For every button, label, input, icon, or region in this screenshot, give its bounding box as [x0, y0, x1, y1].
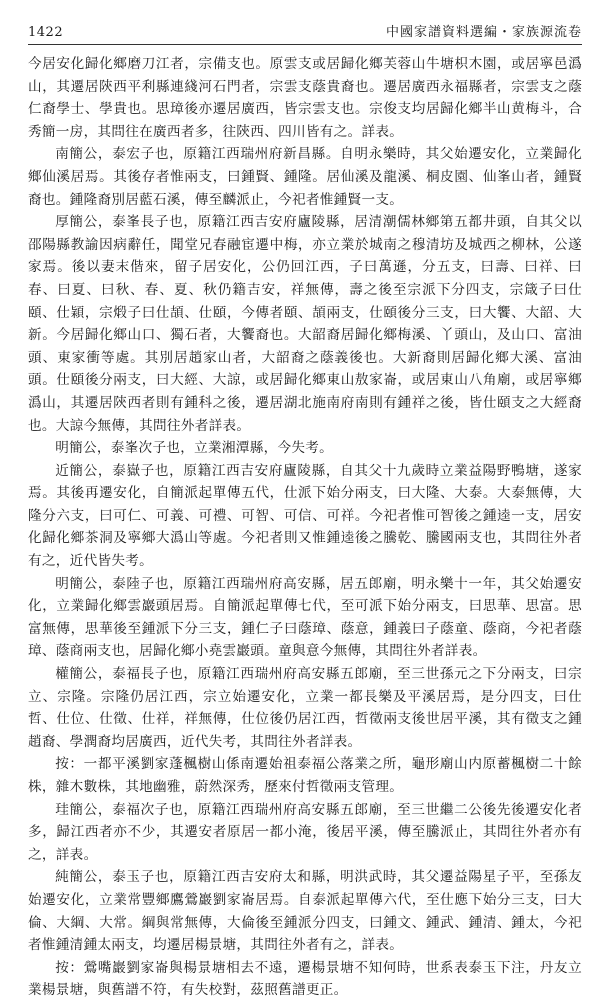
paragraph-continuation: 今居安化歸化鄉磨刀江者，宗備支也。原雲支或居歸化鄉芙蓉山牛塘枳木園，或居寧邑潙山，其遷居陝西平利縣連綫河石門者，宗雲支蔭貴裔也。遷居廣西永福縣者，宗雲支之蔭仁裔學士、學貴也。思璋後亦遷居廣西，皆宗雲支也。宗俊支均居歸化鄉半山黄梅斗，合秀簡一房，其問往在廣西者多，往陝西、四川皆有之。詳表。: [28, 56, 582, 140]
paragraph-ming-jian-2: 明簡公，泰陸子也，原籍江西瑞州府高安縣，居五郎廟，明永樂十一年，其父始遷安化，立業歸化鄉雲巖頭居焉。自簡派起單傳七代，至可派下始分兩支，曰思華、思富。思富無傳，思華後至鍾派下分三支，鍾仁子曰蔭璋、蔭意，鍾義曰子蔭童、蔭商，今祀者蔭璋、蔭商兩支也，居歸化鄉小堯雲巖頭。童與意今無傳，其問往外者詳表。: [28, 575, 582, 660]
paragraph-hou-jian: 厚簡公，泰峯長子也，原籍江西吉安府廬陵縣，居清潮儒林鄉第五都井頭，自其父以邵陽縣教諭因病辭任，聞堂兄春融宦遷中梅，亦立業於城南之穆清坊及城西之柳林，公遂家焉。後以妻末偕來，留子居安化，公仍回江西，子曰萬遜，分五支，曰壽、曰祥、曰春、曰夏、曰秋、春、夏、秋仍籍吉安，祥無傳，壽之後至宗派下分四支，宗箴子曰仕頤、仕穎，宗煅子曰仕頡、仕頤，今傳者頤、頡兩支，仕頤後分三支，曰大饗、大韶、大新。今居歸化鄉山口、獨石者，大饗裔也。大韶裔居歸化鄉梅溪、丫頭山，及山口、富油頭、東家衝等處。其別居趙家山者，大韶裔之蔭義後也。大新裔則居歸化鄉大溪、富油頭。仕頤後分兩支，曰大經、大諒，或居歸化鄉東山敖家崙，或居東山八角廟，或居寧鄉潙山，其遷居陝西者則有鍾科之後，遷居湖北施南府南則有鍾祥之後，皆仕頤支之大經裔也。大諒今無傳，其問往外者詳表。: [28, 214, 582, 434]
paragraph-note-pingxi: 按：一都平溪劉家蓬楓樹山係南遷始祖泰福公落業之所，龜形廟山内原蓄楓樹二十餘株，雜木數株，其地幽雅，蔚然深秀，歷來付哲徵兩支管理。: [28, 756, 582, 795]
body-text: [28, 53, 582, 1002]
paragraph-ming-jian-1: 明簡公，泰峯次子也，立業湘潭縣，今失考。: [55, 440, 334, 457]
running-head: [28, 18, 582, 45]
paragraph-note-yangjingtang: 按：鶯嘴巖劉家崙與楊景塘相去不遠，遷楊景塘不知何時，世系表泰玉下注，丹友立業楊景塘，與舊譜不符，有失校對，茲照舊譜更正。: [28, 959, 582, 999]
page-number: 1422: [28, 25, 64, 40]
paragraph-gui-jian: 珪簡公，泰福次子也，原籍江西瑞州府高安縣五郎廟，至三世繼二公後先後遷安化者多，歸江西者亦不少，其遷安者原居一都小淹，後居平溪，傳至騰派止，其問往外者亦有之，詳表。: [28, 801, 582, 863]
paragraph-nan-jian: 南簡公，泰宏子也，原籍江西瑞州府新昌縣。自明永樂時，其父始遷安化，立業歸化鄉仙溪居焉。其後存者惟兩支，曰鍾賢、鍾隆。居仙溪及龍溪、桐皮園、仙峯山者，鍾賢裔也。鍾隆裔別居藍石溪，傳至麟派止，今祀者惟鍾賢一支。: [28, 146, 582, 208]
paragraph-jin-jian: 近簡公，泰嶽子也，原籍江西吉安府廬陵縣，自其父十九歲時立業益陽野鴨塘，遂家焉。其後再遷安化，自簡派起單傳五代，仕派下始分兩支，曰大隆、大泰。大泰無傳，大隆分六支，曰可仁、可義、可禮、可智、可信、可祥。今祀者惟可智後之鍾逵一支，居安化歸化鄉茶洞及寧鄉大潙山等處。今祀者則又惟鍾逵後之騰乾、騰國兩支也，其問往外者有之，近代皆失考。: [28, 462, 582, 570]
paragraph-chun-jian: 純簡公，泰玉子也，原籍江西吉安府太和縣，明洪武時，其父遷益陽星子平，至孫友始遷安化，立業常豐鄉鷹鶯巖劉家崙居焉。自泰派起單傳六代，至仕應下始分三支，曰大倫、大綱、大常。綱與常無傳，大倫後至鍾派分四支，曰鍾文、鍾武、鍾清、鍾太，今祀者惟鍾清鍾太兩支，均遷居楊景塘，其問往外者有之，詳表。: [28, 869, 582, 954]
paragraph-quan-jian: 權簡公，泰福長子也，原籍江西瑞州府高安縣五郎廟，至三世孫元之下分兩支，曰宗立、宗隆。宗隆仍居江西，宗立始遷安化，立業一都長樂及平溪居焉，是分四支，曰仕哲、仕位、仕徵、仕祥，祥無傳，仕位後仍居江西，哲徵兩支後世居平溪，其有徵支之鍾趙裔、學潤裔均居廣西，近代失考，其問往外者詳表。: [28, 666, 582, 750]
running-title: 中國家譜資料選編・家族源流卷: [385, 25, 582, 40]
